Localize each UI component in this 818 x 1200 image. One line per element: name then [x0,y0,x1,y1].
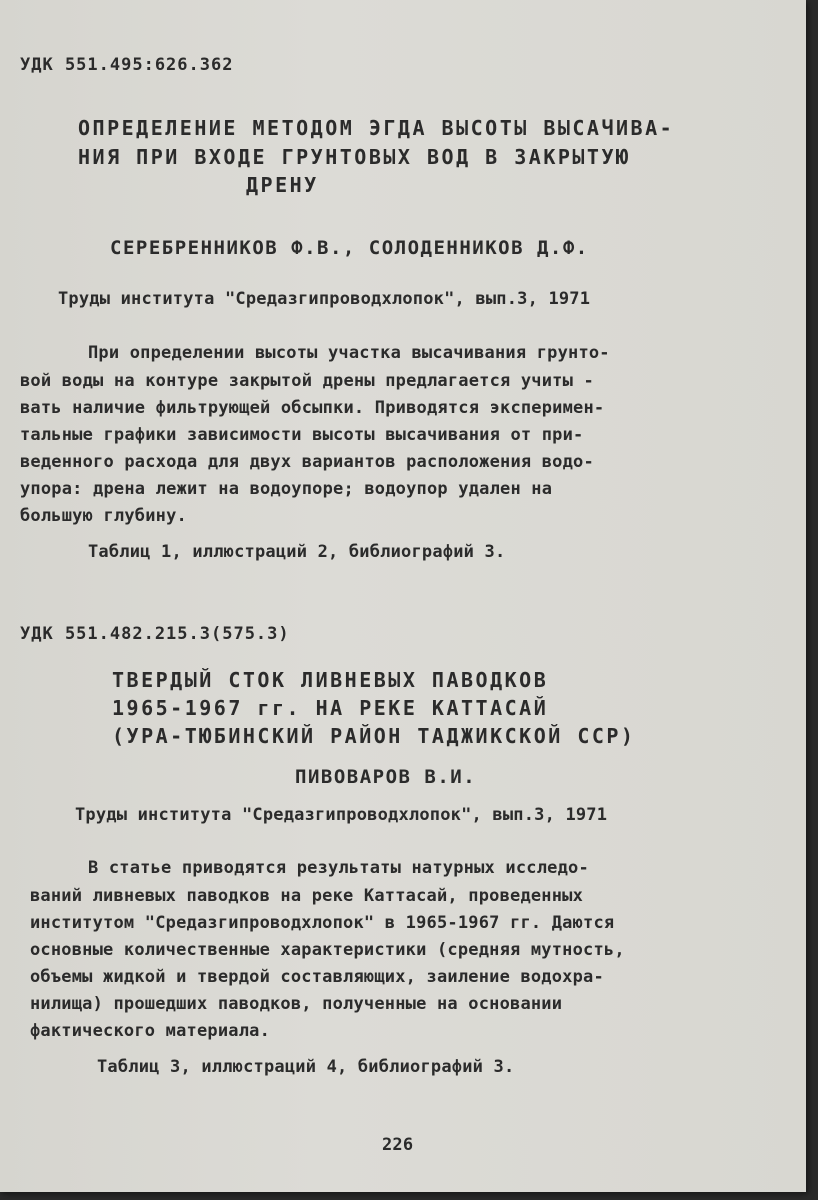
udk-code: УДК 551.482.215.3(575.3) [20,624,290,644]
counts-line: Таблиц 1, иллюстраций 2, библиографий 3. [88,542,506,562]
counts-line: Таблиц 3, иллюстраций 4, библиографий 3. [97,1057,515,1077]
abstract-line: фактического материала. [30,1021,271,1041]
abstract-line: упора: дрена лежит на водоупоре; водоупор удален на [20,479,553,499]
article-title-line: ТВЕРДЫЙ СТОК ЛИВНЕВЫХ ПАВОДКОВ [112,668,549,692]
authors: ПИВОВАРОВ В.И. [295,766,477,788]
page-number: 226 [382,1135,414,1155]
abstract-line: тальные графики зависимости высоты высачивания от при- [20,425,584,445]
article-title-line: ОПРЕДЕЛЕНИЕ МЕТОДОМ ЭГДА ВЫСОТЫ ВЫСАЧИВА- [78,116,675,140]
abstract-line: институтом "Средазгипроводхлопок" в 1965-1967 гг. Даются [30,913,615,933]
article-title-line: НИЯ ПРИ ВХОДЕ ГРУНТОВЫХ ВОД В ЗАКРЫТУЮ [78,145,631,169]
abstract-line: объемы жидкой и твердой составляющих, заиление водохра- [30,967,604,987]
authors: СЕРЕБРЕННИКОВ Ф.В., СОЛОДЕННИКОВ Д.Ф. [110,237,589,259]
article-title-line: (УРА-ТЮБИНСКИЙ РАЙОН ТАДЖИКСКОЙ ССР) [112,724,636,748]
abstract-line: вать наличие фильтрующей обсыпки. Приводятся эксперимен- [20,398,605,418]
source-reference: Труды института "Средазгипроводхлопок", вып.3, 1971 [75,805,608,825]
abstract-line: нилища) прошедших паводков, полученные на основании [30,994,563,1014]
abstract-line: веденного расхода для двух вариантов расположения водо- [20,452,594,472]
source-reference: Труды института "Средазгипроводхлопок", вып.3, 1971 [58,289,591,309]
abstract-line: При определении высоты участка высачивания грунто- [88,343,610,363]
abstract-line: В статье приводятся результаты натурных исследо- [88,858,589,878]
abstract-line: ваний ливневых паводков на реке Каттасай, проведенных [30,886,584,906]
udk-code: УДК 551.495:626.362 [20,55,234,75]
article-title-line: ДРЕНУ [246,173,319,197]
article-title-line: 1965-1967 гг. НА РЕКЕ КАТТАСАЙ [112,696,549,720]
abstract-line: большую глубину. [20,506,187,526]
abstract-line: вой воды на контуре закрытой дрены предлагается учиты - [20,371,594,391]
abstract-line: основные количественные характеристики (средняя мутность, [30,940,625,960]
